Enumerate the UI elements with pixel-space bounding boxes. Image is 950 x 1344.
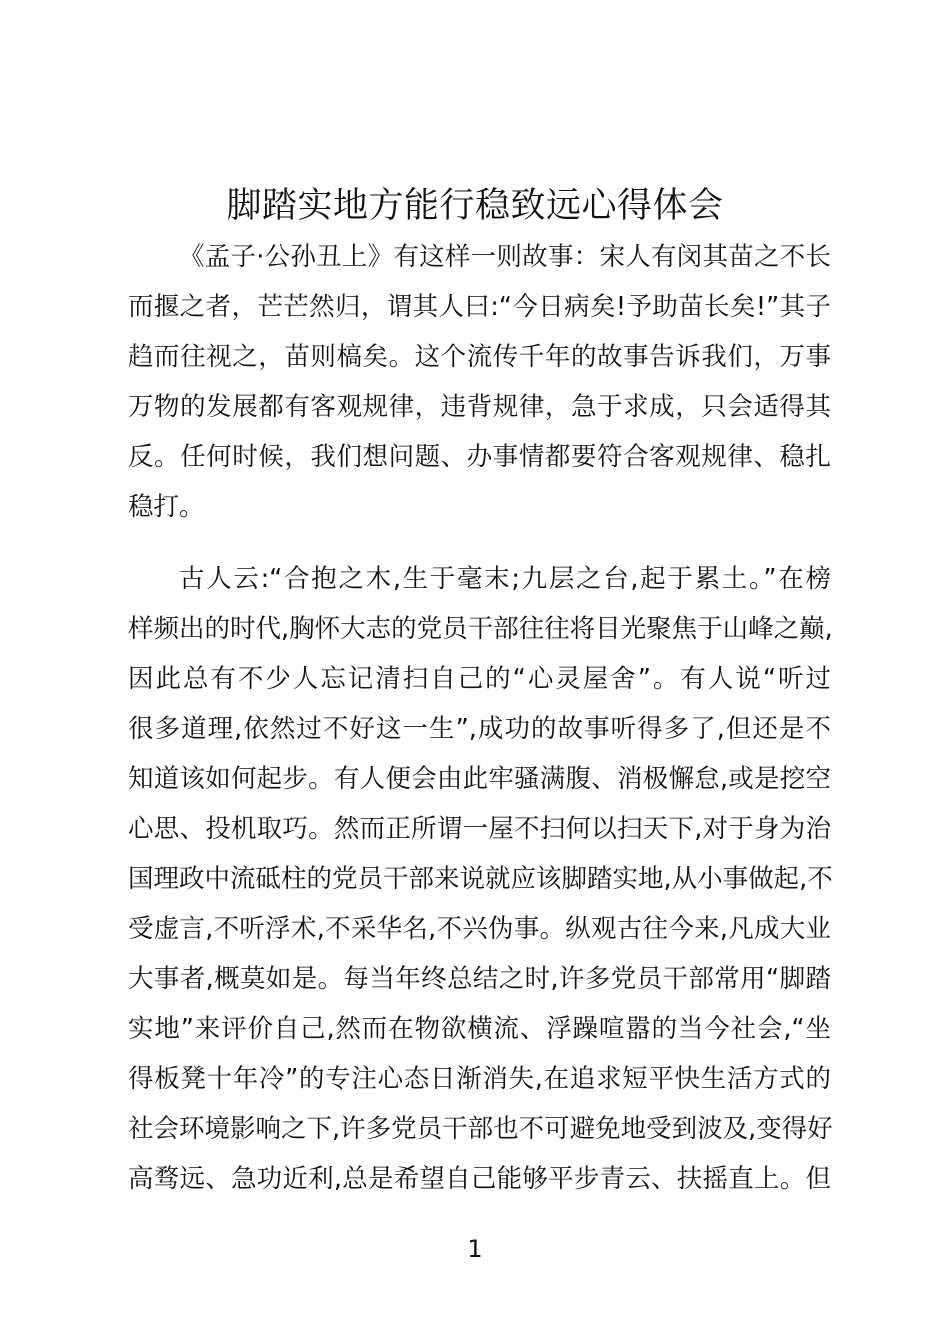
paragraph-line: 因此总有不少人忘记清扫自己的“心灵屋舍”。有人说“听过 [128, 664, 831, 694]
paragraph-line: 得板凳十年冷”的专注心态日渐消失,在追求短平快生活方式的 [128, 1064, 831, 1094]
document-title: 脚踏实地方能行稳致远心得体会 [226, 186, 724, 226]
paragraph-line: 稳打。 [128, 492, 205, 522]
paragraph-line: 古人云:“合抱之木,生于毫末;九层之台,起于累土。”在榜 [179, 564, 831, 594]
paragraph-spacing [128, 532, 831, 554]
paragraph-line: 趋而往视之，苗则槁矣。这个流传千年的故事告诉我们，万事 [128, 342, 831, 372]
paragraph-line: 高骛远、急功近利,总是希望自己能够平步青云、扶摇直上。但 [128, 1164, 831, 1194]
paragraph-1 [128, 232, 831, 532]
paragraph-line: 实地”来评价自己,然而在物欲横流、浮躁喧嚣的当今社会,“坐 [128, 1014, 831, 1044]
paragraph-line: 大事者,概莫如是。每当年终总结之时,许多党员干部常用“脚踏 [128, 964, 831, 994]
paragraph-line: 万物的发展都有客观规律，违背规律，急于求成，只会适得其 [128, 392, 831, 422]
paragraph-line: 受虚言,不听浮术,不采华名,不兴伪事。纵观古往今来,凡成大业 [128, 914, 831, 944]
paragraph-line: 很多道理,依然过不好这一生”,成功的故事听得多了,但还是不 [128, 714, 831, 744]
paragraph-line: 心思、投机取巧。然而正所谓一屋不扫何以扫天下,对于身为治 [128, 814, 831, 844]
paragraph-line: 反。任何时候，我们想问题、办事情都要符合客观规律、稳扎 [128, 442, 831, 472]
document-body [128, 232, 831, 1204]
paragraph-line: 社会环境影响之下,许多党员干部也不可避免地受到波及,变得好 [128, 1114, 833, 1144]
page-number: 1 [467, 1235, 483, 1263]
paragraph-2 [128, 554, 831, 1204]
paragraph-line: 《孟子·公孙丑上》有这样一则故事：宋人有闵其苗之不长 [179, 242, 831, 272]
paragraph-line: 国理政中流砥柱的党员干部来说就应该脚踏实地,从小事做起,不 [128, 864, 833, 894]
paragraph-line: 样频出的时代,胸怀大志的党员干部往往将目光聚焦于山峰之巅, [128, 614, 833, 644]
paragraph-line: 知道该如何起步。有人便会由此牢骚满腹、消极懈怠,或是挖空 [128, 764, 831, 794]
paragraph-line: 而揠之者，芒芒然归，谓其人曰:“今日病矣!予助苗长矣!”其子 [128, 292, 831, 322]
